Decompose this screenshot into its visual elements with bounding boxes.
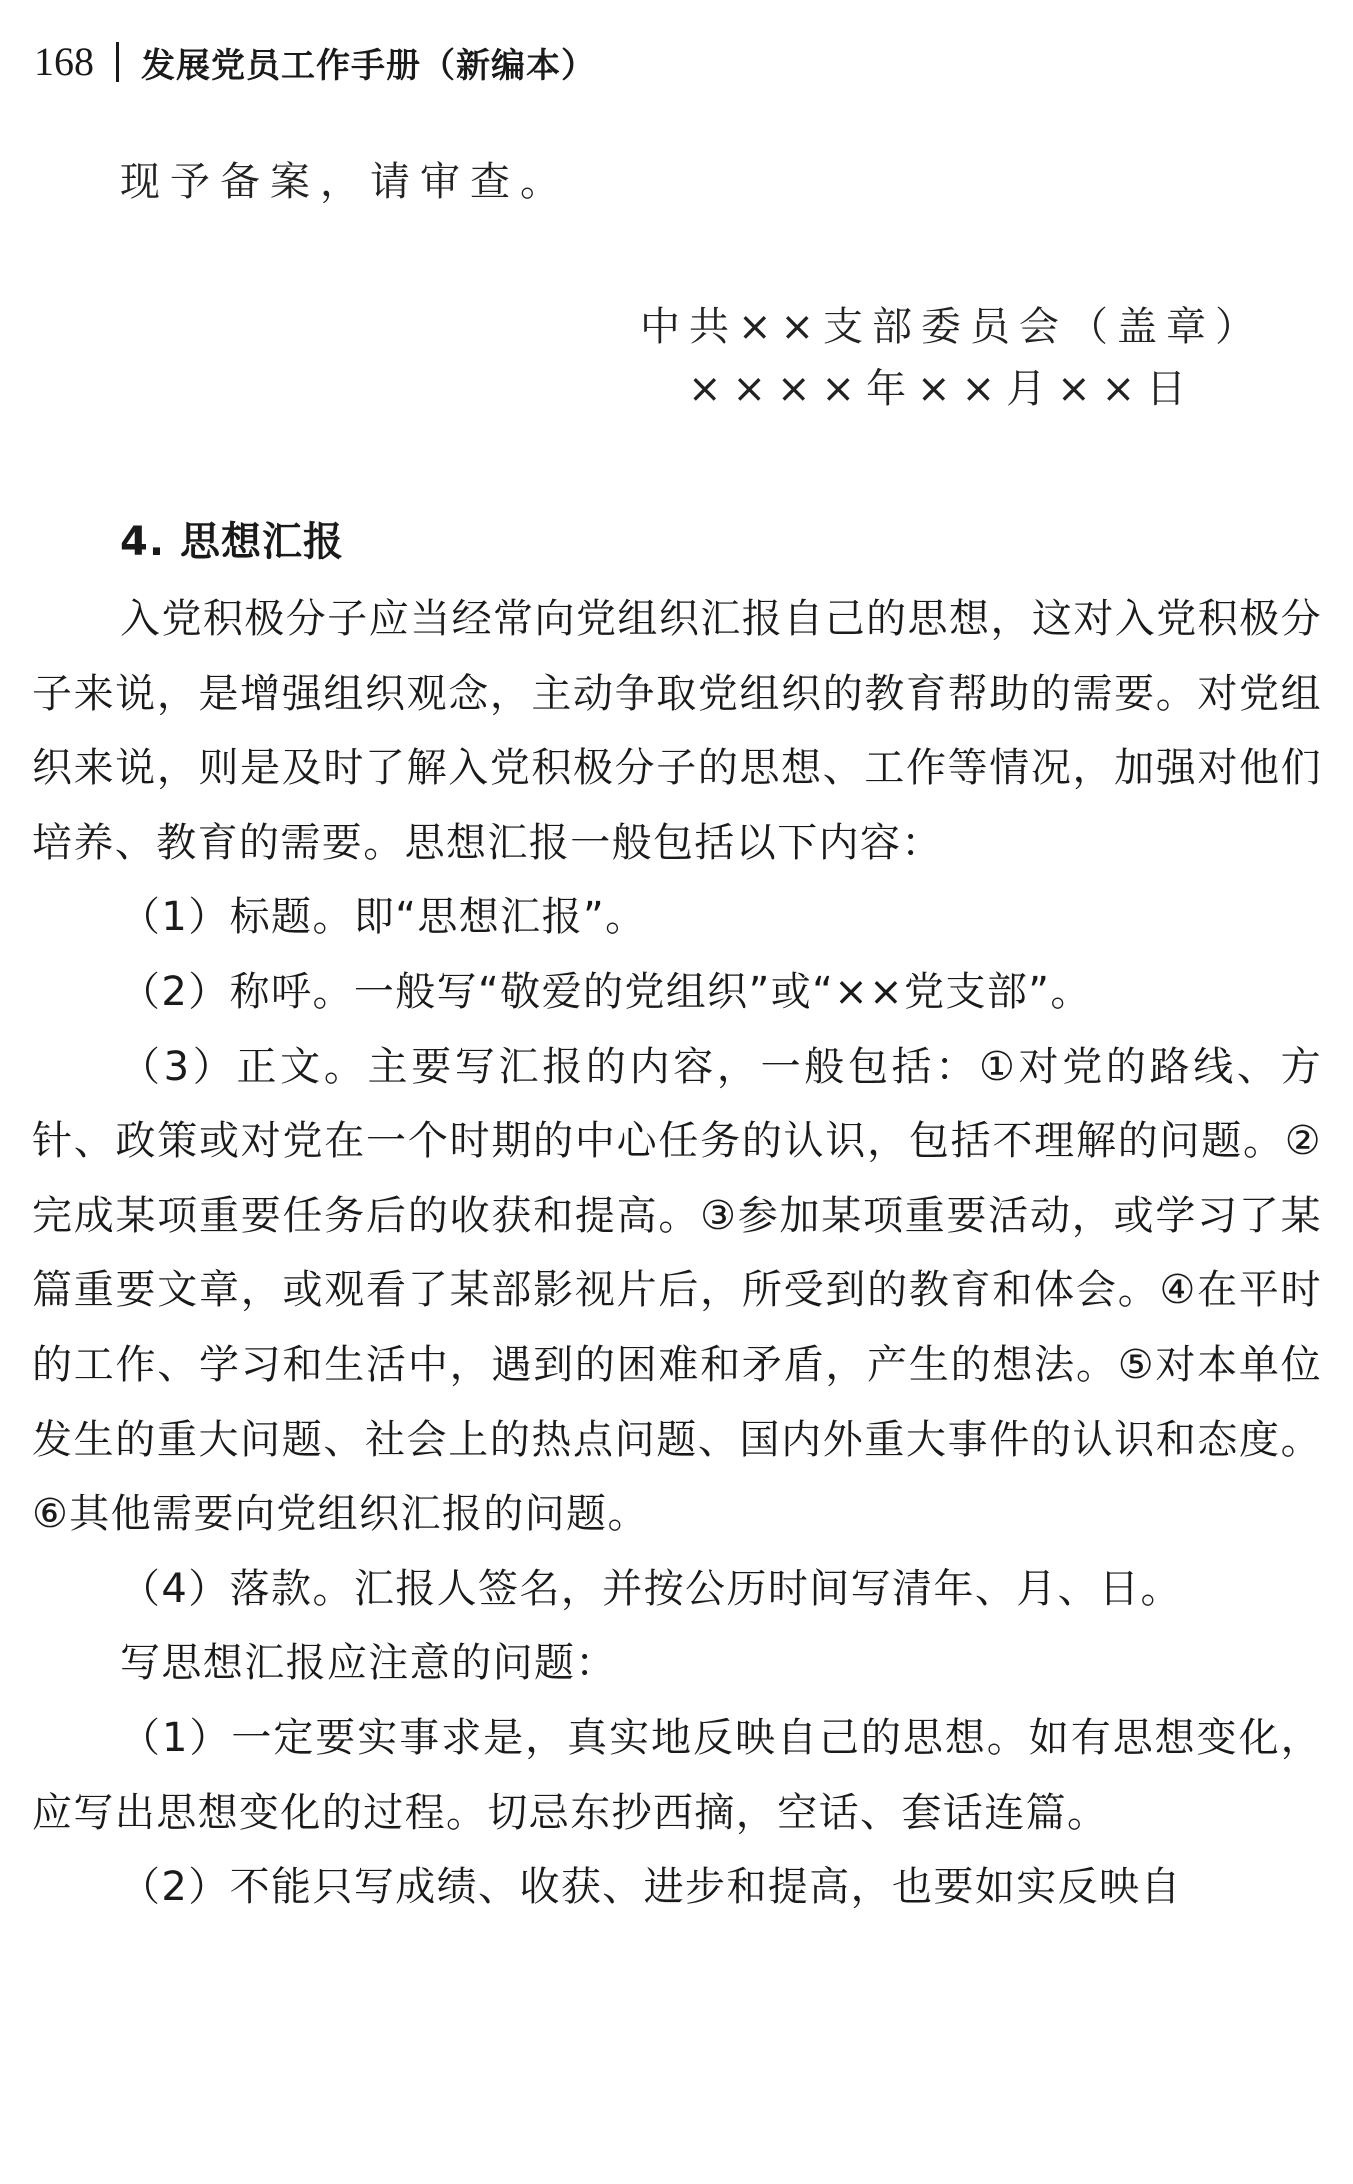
- paragraph-item-body: （3）正文。主要写汇报的内容，一般包括：①对党的路线、方针、政策或对党在一个时期的中心任务的认识，包括不理解的问题。②完成某项重要任务后的收获和提高。③参加某项重要活动，或学习了某篇重要文章，或观看了某部影视片后，所受到的教育和体会。④在平时的工作、学习和生活中，遇到的困难和矛盾，产生的想法。⑤对本单位发生的重大问题、社会上的热点问题、国内外重大事件的认识和态度。⑥其他需要向党组织汇报的问题。: [32, 1043, 1322, 1538]
- paragraph-note-1: （1）一定要实事求是，真实地反映自己的思想。如有思想变化，应写出思想变化的过程。切忌东抄西摘，空话、套话连篇。: [32, 1714, 1322, 1836]
- running-header: [34, 36, 596, 88]
- page-number: 168: [34, 39, 94, 84]
- paragraph-item-salutation: （2）称呼。一般写“敬爱的党组织”或“××党支部”。: [120, 968, 1092, 1015]
- book-title: 发展党员工作手册（新编本）: [141, 45, 596, 86]
- paragraph-item-signoff: （4）落款。汇报人签名，并按公历时间写清年、月、日。: [120, 1565, 1182, 1612]
- signature-block: [640, 296, 1265, 420]
- paragraph-item-title: （1）标题。即“思想汇报”。: [120, 894, 647, 941]
- signature-date: ××××年××月××日: [688, 366, 1198, 412]
- signature-organization: 中共××支部委员会（盖章）: [640, 304, 1265, 350]
- paragraph-intro: 入党积极分子应当经常向党组织汇报自己的思想，这对入党积极分子来说，是增强组织观念，主动争取党组织的教育帮助的需要。对党组织来说，则是及时了解入党积极分子的思想、工作等情况，加强对他们培养、教育的需要。思想汇报一般包括以下内容：: [32, 596, 1322, 866]
- section-body: [32, 582, 1322, 1925]
- paragraph-note-2: （2）不能只写成绩、收获、进步和提高，也要如实反映自: [120, 1864, 1182, 1911]
- paragraph-notes-intro: 写思想汇报应注意的问题：: [120, 1640, 617, 1687]
- filing-statement: 现予备案，请审查。: [120, 159, 570, 205]
- header-divider: [116, 42, 119, 82]
- section-heading: 4. 思想汇报: [120, 519, 344, 565]
